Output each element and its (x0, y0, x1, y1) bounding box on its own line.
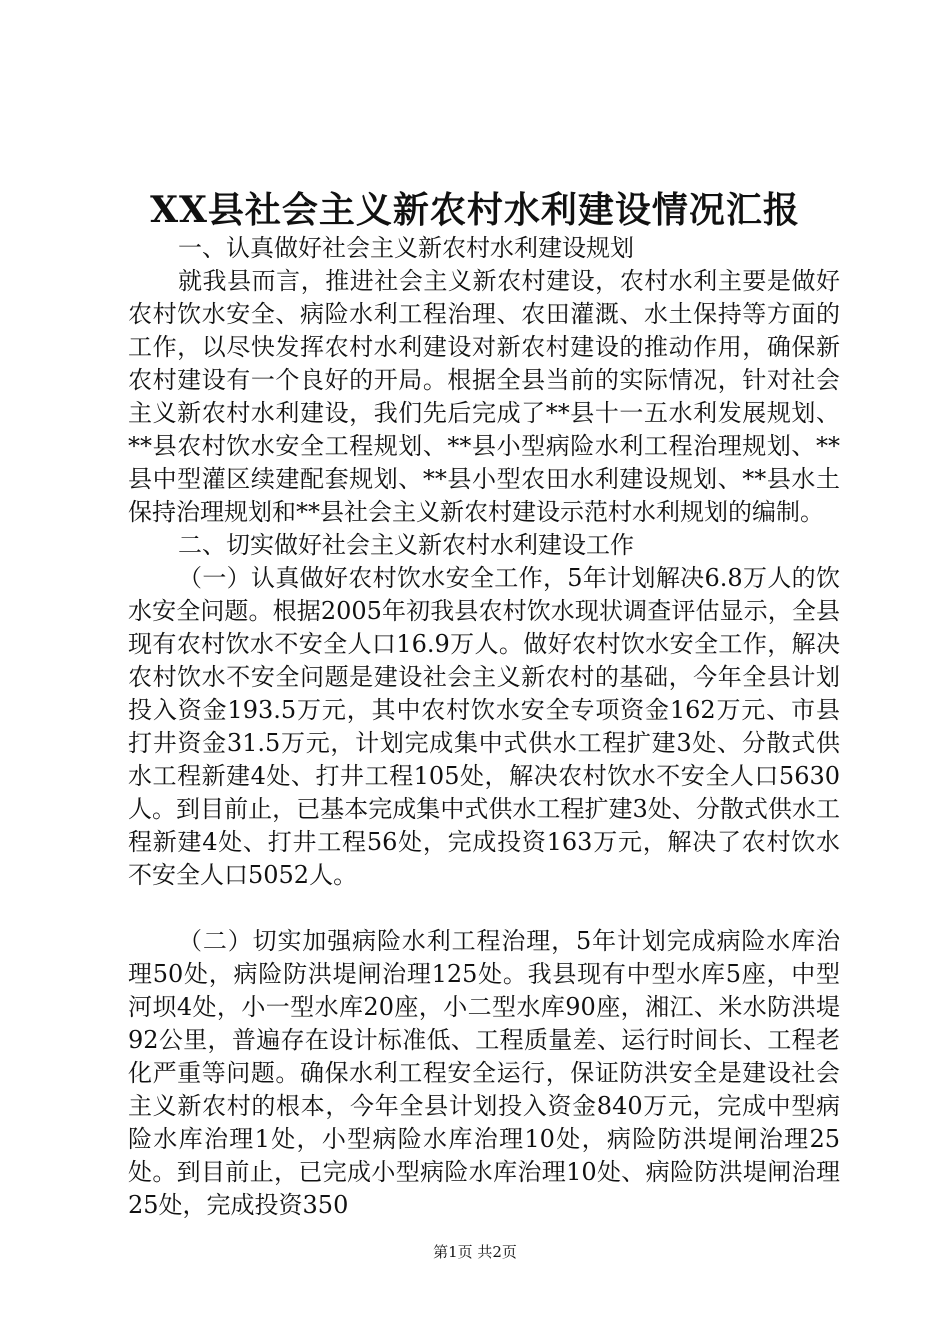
paragraph-planning: 就我县而言，推进社会主义新农村建设，农村水利主要是做好农村饮水安全、病险水利工程治理、农田灌溉、水土保持等方面的工作，以尽快发挥农村水利建设对新农村建设的推动作用，确保新农村建设有一个良好的开局。根据全县当前的实际情况，针对社会主义新农村水利建设，我们先后完成了**县十一五水利发展规划、**县农村饮水安全工程规划、**县小型病险水利工程治理规划、**县中型灌区续建配套规划、**县小型农田水利建设规划、**县水土保持治理规划和**县社会主义新农村建设示范村水利规划的编制。 (128, 267, 840, 526)
paragraph-reservoir-repair: （二）切实加强病险水利工程治理，5年计划完成病险水库治理50处，病险防洪堤闸治理125处。我县现有中型水库5座，中型河坝4处，小一型水库20座，小二型水库90座，湘江、米水防洪堤92公里，普遍存在设计标准低、工程质量差、运行时间长、工程老化严重等问题。确保水利工程安全运行，保证防洪安全是建设社会主义新农村的根本，今年全县计划投入资金840万元，完成中型病险水库治理1处，小型病险水库治理10处，病险防洪堤闸治理25处。到目前止，已完成小型病险水库治理10处、病险防洪堤闸治理25处，完成投资350 (128, 927, 840, 1219)
paragraph-spacer (128, 892, 840, 925)
document-body (128, 232, 840, 1222)
page-footer: 第1页 共2页 (433, 1243, 517, 1261)
paragraph-drinking-water: （一）认真做好农村饮水安全工作，5年计划解决6.8万人的饮水安全问题。根据2005年初我县农村饮水现状调查评估显示，全县现有农村饮水不安全人口16.9万人。做好农村饮水安全工作，解决农村饮水不安全问题是建设社会主义新农村的基础，今年全县计划投入资金193.5万元，其中农村饮水安全专项资金162万元、市县打井资金31.5万元，计划完成集中式供水工程扩建3处、分散式供水工程新建4处、打井工程105处，解决农村饮水不安全人口5630人。到目前止，已基本完成集中式供水工程扩建3处、分散式供水工程新建4处、打井工程56处，完成投资163万元，解决了农村饮水不安全人口5052人。 (128, 564, 840, 889)
section-heading-1: 一、认真做好社会主义新农村水利建设规划 (178, 234, 634, 262)
document-title: XX县社会主义新农村水利建设情况汇报 (150, 189, 800, 231)
section-heading-2: 二、切实做好社会主义新农村水利建设工作 (178, 531, 634, 559)
